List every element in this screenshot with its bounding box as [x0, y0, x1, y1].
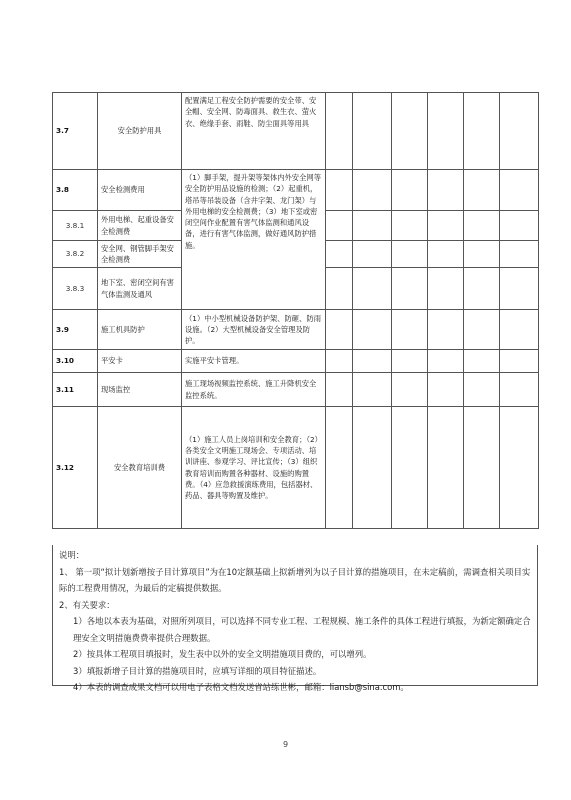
- item-description: 配置满足工程安全防护需要的安全带、安全帽、安全网、防毒面具、救生衣、萤火衣、绝缘手套、雨鞋、防尘面具等用具: [182, 93, 326, 170]
- data-cell: [326, 350, 353, 373]
- data-cell: [464, 241, 500, 268]
- item-name: 安全网、钢管脚手架安全检测费: [98, 241, 182, 268]
- data-cell: [392, 170, 428, 211]
- item-description: （1）施工人员上岗培训和安全教育；（2）各类安全文明施工现场会、专项活动、培训讲座、参观学习、评比宣传；（3）组织教育培训而购置各种器材、设施的购置费。（4）应急救援演练费用，包括器材、药品、器具等购置及维护。: [182, 407, 326, 529]
- data-cell: [353, 241, 392, 268]
- table-row: [53, 310, 539, 350]
- data-cell: [353, 93, 392, 170]
- data-cell: [428, 268, 464, 310]
- item-name: 施工机具防护: [98, 310, 182, 350]
- item-name: 平安卡: [98, 350, 182, 373]
- data-cell: [428, 373, 464, 407]
- table-row: [53, 170, 539, 211]
- item-name: [98, 93, 182, 170]
- data-cell: [428, 350, 464, 373]
- data-cell: [392, 211, 428, 241]
- data-cell: [500, 170, 539, 211]
- data-cell: [464, 268, 500, 310]
- table-row: [53, 373, 539, 407]
- item-name: 现场监控: [98, 373, 182, 407]
- data-cell: [326, 407, 353, 529]
- data-cell: [428, 241, 464, 268]
- item-description: 施工现场视频监控系统、施工升降机安全监控系统。: [182, 373, 326, 407]
- notes-heading: 说明：: [59, 550, 85, 560]
- note-1-text: 1、 第一项“拟计划新增按子目计算项目”为在10定额基础上拟新增列为以子目计算的措施项目，在未定稿前，需调查相关项目实际的工程费用情况，为最后的定稿提供数据。: [59, 566, 531, 593]
- item-name: 地下室、密闭空间有害气体监测及通风: [98, 268, 182, 310]
- item-name: 安全检测费用: [98, 170, 182, 211]
- data-cell: [428, 93, 464, 170]
- data-cell: [500, 350, 539, 373]
- page-number: 9: [282, 740, 289, 749]
- item-name-text: 安全防护用具: [117, 126, 162, 136]
- data-cell: [464, 373, 500, 407]
- data-cell: [353, 211, 392, 241]
- note-2: 2、有关要求：: [59, 599, 115, 610]
- data-cell: [428, 170, 464, 211]
- data-cell: [464, 93, 500, 170]
- item-name: 安全教育培训费: [98, 407, 182, 529]
- data-cell: [500, 93, 539, 170]
- row-number: 3.7: [53, 93, 98, 170]
- item-description: （1）脚手架，提升架等架体内外安全网等安全防护用品设施的检测；（2）起重机，塔吊等吊装设备（含井字架、龙门架）与外用电梯的安全检测费；（3）地下室或密闭空间作业配置有害气体监测和通风设备，进行有害气体监测，做好通风防护措施。: [182, 170, 326, 310]
- data-cell: [353, 310, 392, 350]
- data-cell: [464, 211, 500, 241]
- data-cell: [392, 350, 428, 373]
- data-cell: [428, 211, 464, 241]
- item-name: 外用电梯、起重设备安全检测费: [98, 211, 182, 241]
- row-number: 3.11: [53, 373, 98, 407]
- data-cell: [392, 310, 428, 350]
- data-cell: [392, 407, 428, 529]
- data-cell: [326, 373, 353, 407]
- notes-section: [52, 545, 538, 692]
- row-number: 3.8.2: [53, 241, 98, 268]
- data-cell: [353, 373, 392, 407]
- data-cell: [326, 170, 353, 211]
- data-cell: [500, 310, 539, 350]
- note-2-1: [59, 613, 531, 646]
- data-cell: [428, 407, 464, 529]
- data-cell: [326, 93, 353, 170]
- data-cell: [353, 350, 392, 373]
- data-cell: [392, 268, 428, 310]
- data-cell: [392, 241, 428, 268]
- data-cell: [392, 373, 428, 407]
- item-description: 实施平安卡管理。: [182, 350, 326, 373]
- data-cell: [428, 310, 464, 350]
- row-number: 3.10: [53, 350, 98, 373]
- data-cell: [500, 241, 539, 268]
- row-number: 3.12: [53, 407, 98, 529]
- data-cell: [500, 268, 539, 310]
- data-cell: [500, 211, 539, 241]
- note-1: [59, 564, 531, 597]
- data-cell: [392, 93, 428, 170]
- safety-measures-table: [52, 92, 539, 529]
- data-cell: [353, 170, 392, 211]
- data-cell: [500, 373, 539, 407]
- data-cell: [500, 407, 539, 529]
- data-cell: [464, 170, 500, 211]
- data-cell: [326, 211, 353, 241]
- item-description: （1）中小型机械设备防护架、防砸、防雨设施。（2）大型机械设备安全管理及防护。: [182, 310, 326, 350]
- data-cell: [353, 407, 392, 529]
- note-2-2: 2）按具体工程项目填报时，发生表中以外的安全文明措施项目费的，可以增列。: [73, 649, 372, 659]
- row-number: 3.8.3: [53, 268, 98, 310]
- row-number: 3.8: [53, 170, 98, 211]
- note-2-1-text: 1）各地以本表为基础，对照所列项目，可以选择不同专业工程、工程规模、施工条件的具体工程进行填报，为新定额确定合理安全文明措施费费率提供合理数据。: [73, 616, 531, 643]
- table-row: [53, 93, 539, 170]
- data-cell: [353, 268, 392, 310]
- table-row: [53, 350, 539, 373]
- table-row: [53, 407, 539, 529]
- note-2-3: 3）填报新增子目计算的措施项目时，应填写详细的项目特征描述。: [73, 665, 322, 676]
- row-number: 3.8.1: [53, 211, 98, 241]
- data-cell: [326, 241, 353, 268]
- data-cell: [326, 268, 353, 310]
- data-cell: [464, 350, 500, 373]
- note-2-4: 4）本表的调查成果文档可以用电子表格文档发送省站练世彬，邮箱：liansb@sina.com。: [73, 682, 409, 692]
- row-number: 3.9: [53, 310, 98, 350]
- data-cell: [464, 310, 500, 350]
- data-cell: [326, 310, 353, 350]
- data-cell: [464, 407, 500, 529]
